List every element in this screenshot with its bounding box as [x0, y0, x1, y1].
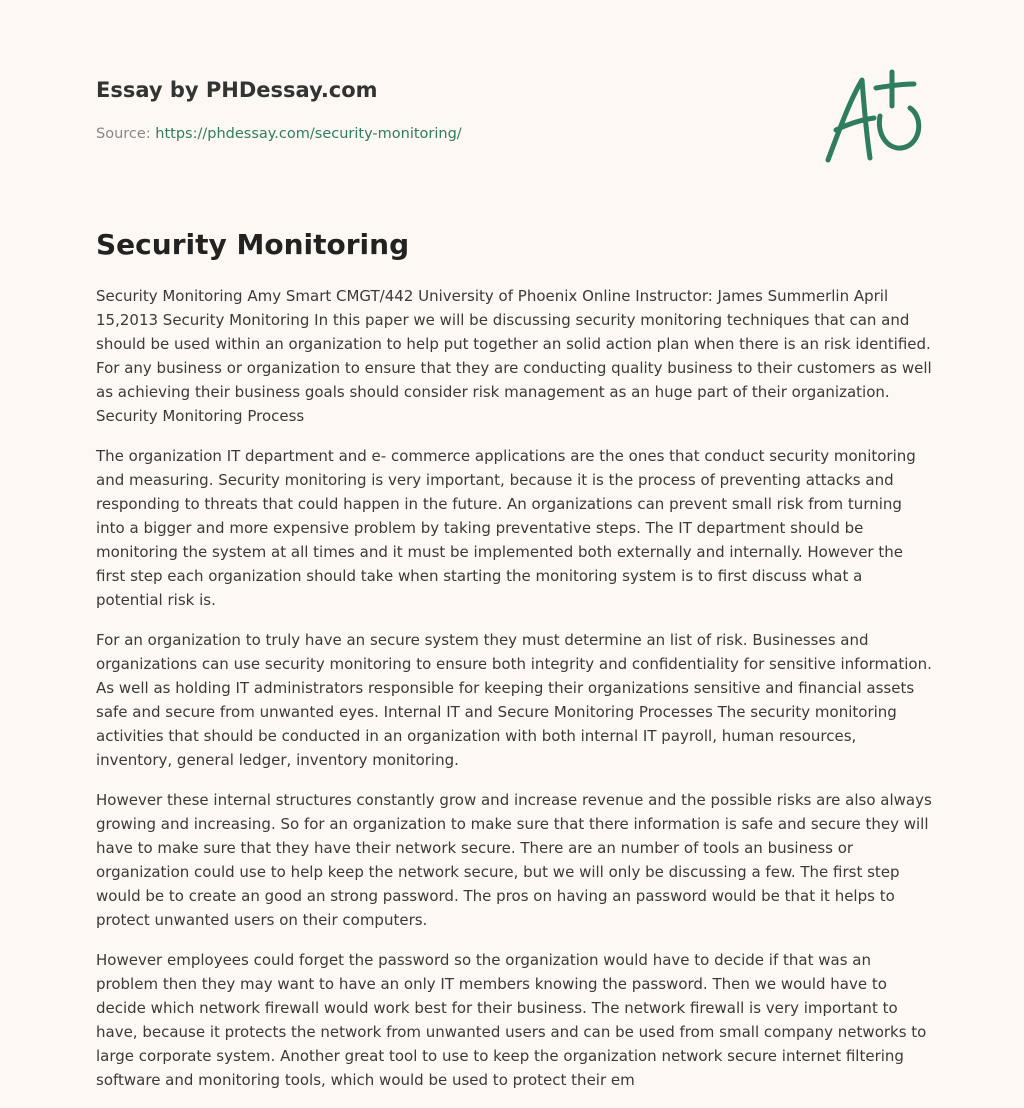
- site-title: Essay by PHDessay.com: [96, 78, 378, 102]
- paragraph: However employees could forget the password so the organization would have to decide if that was an problem then they may want to have an only IT members knowing the password. Then we would have to decide which network firewall would work best for their business. The network firewall is very important to have, because it protects the network from unwanted users and can be used from small company networks to large corporate system. Another great tool to use to keep the organization network secure internet filtering software and monitoring tools, which would be used to protect their em: [96, 951, 927, 1089]
- article-title: Security Monitoring: [96, 228, 410, 261]
- source-link[interactable]: https://phdessay.com/security-monitoring/: [155, 126, 462, 142]
- paragraph: The organization IT department and e- commerce applications are the ones that conduct security monitoring and measuring. Security monitoring is very important, because it is the process of preventing attacks and responding to threats that could happen in the future. An organizations can prevent small risk from turning into a bigger and more expensive problem by taking preventative steps. The IT department should be monitoring the system at all times and it must be implemented both externally and internally. However the first step each organization should take when starting the monitoring system is to first discuss what a potential risk is.: [96, 447, 916, 609]
- paragraph: For an organization to truly have an secure system they must determine an list of risk. Businesses and organizations can use security monitoring to ensure both integrity and confidentiality for sensitive information. As well as holding IT administrators responsible for keeping their organizations sensitive and financial assets safe and secure from unwanted eyes. Internal IT and Secure Monitoring Processes The security monitoring activities that should be conducted in an organization with both internal IT payroll, human resources, inventory, general ledger, inventory monitoring.: [96, 631, 932, 769]
- source-label: Source:: [96, 126, 151, 142]
- paragraph: Security Monitoring Amy Smart CMGT/442 University of Phoenix Online Instructor: James Summerlin April 15,2013 Security Monitoring In this paper we will be discussing security monitoring techniques that can and should be used within an organization to help put together an solid action plan when there is an risk identified. For any business or organization to ensure that they are conducting quality business to their customers as well as achieving their business goals should consider risk management as an huge part of their organization. Security Monitoring Process: [96, 287, 932, 425]
- a-plus-logo-icon: [818, 66, 930, 166]
- paragraph: However these internal structures constantly grow and increase revenue and the possible risks are also always growing and increasing. So for an organization to make sure that there information is safe and secure they will have to make sure that they have their network secure. There are an number of tools an business or organization could use to help keep the network secure, but we will only be discussing a few. The first step would be to create an good an strong password. The pros on having an password would be that it helps to protect unwanted users on their computers.: [96, 791, 932, 929]
- site-header: [96, 76, 696, 144]
- article-body: [96, 284, 932, 1108]
- source-line: [96, 124, 696, 144]
